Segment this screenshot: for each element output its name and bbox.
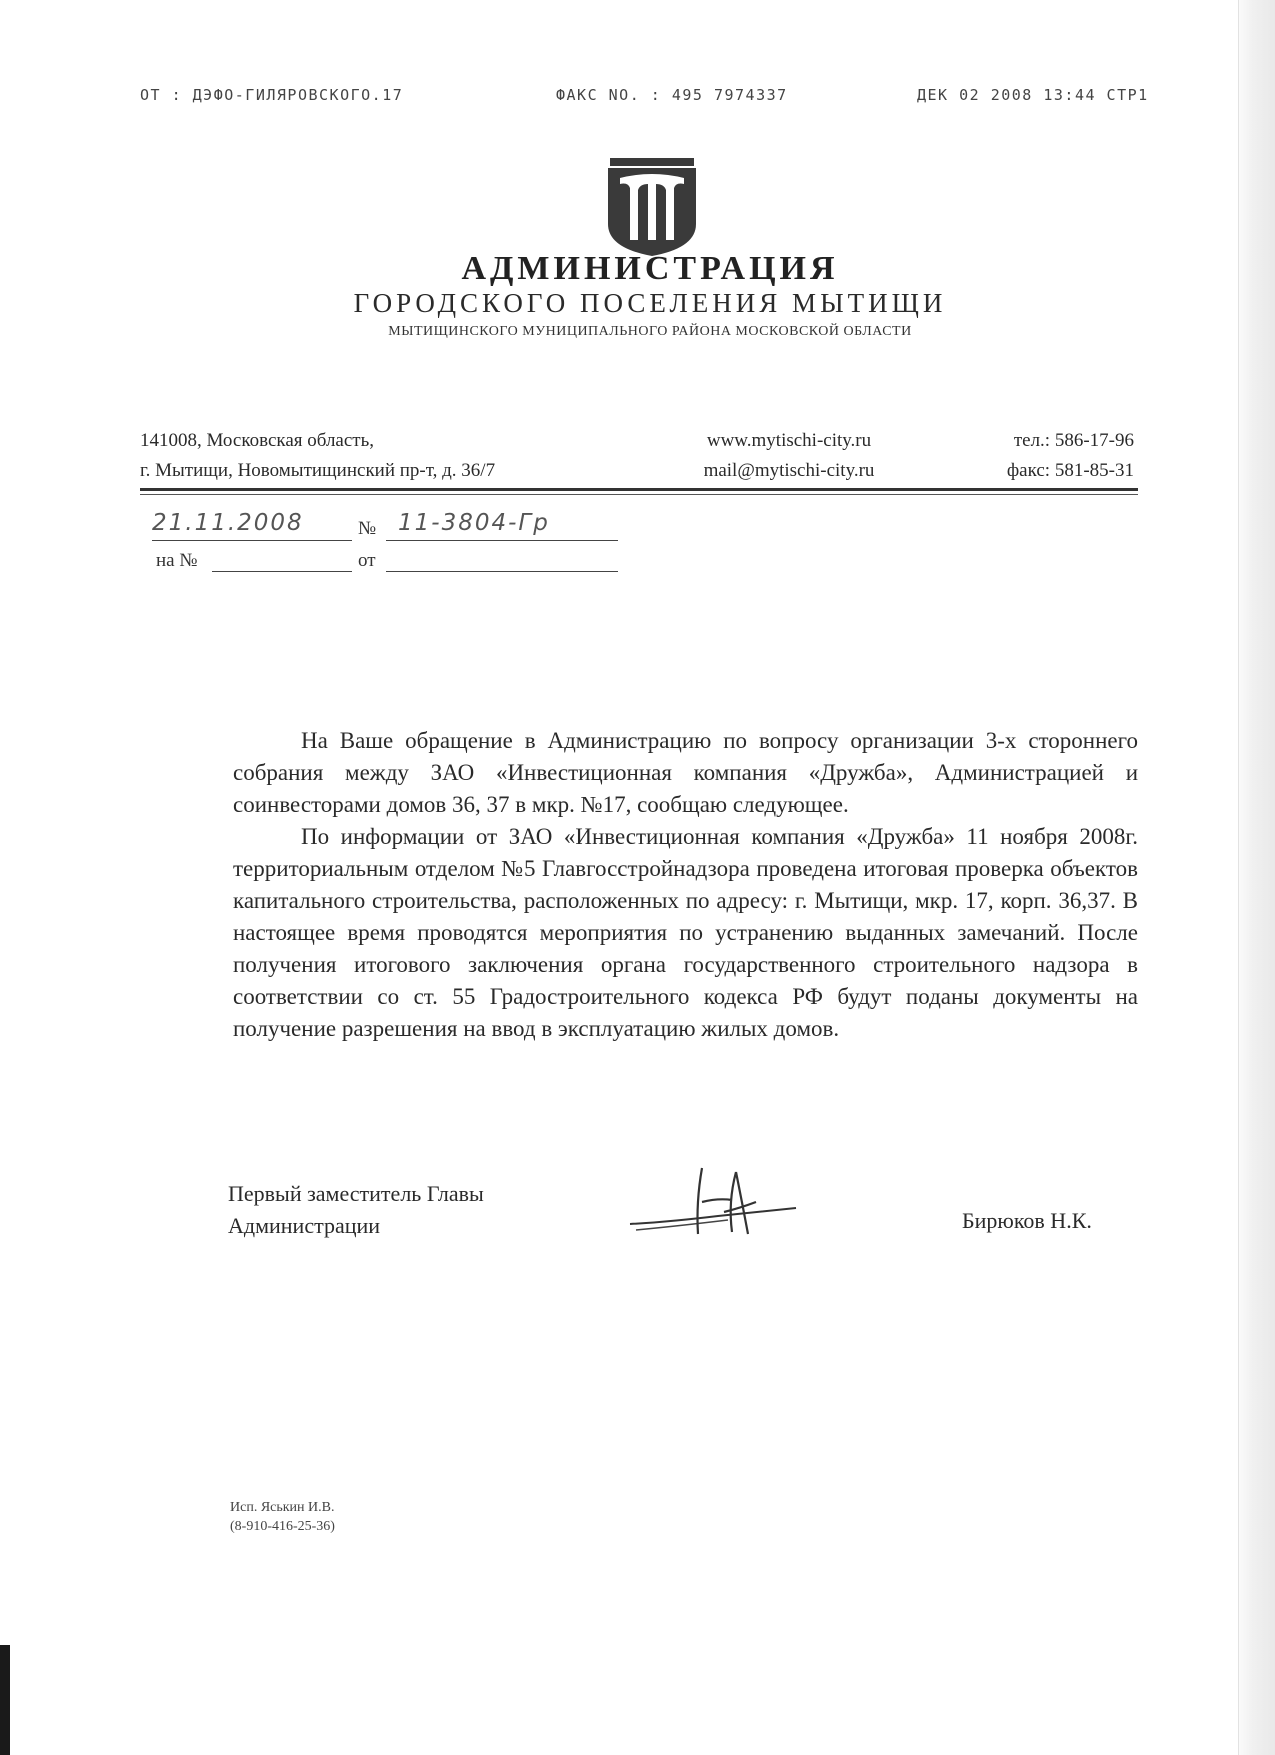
address-block <box>140 426 495 486</box>
fax-date-page: ДЕК 02 2008 13:44 СТР1 <box>917 86 1149 104</box>
handwritten-number: 11-3804-Гр <box>398 510 550 536</box>
scan-border-mark <box>0 1645 10 1755</box>
signatory-name: Бирюков Н.К. <box>962 1208 1092 1233</box>
ref-number-label: на № <box>156 550 198 571</box>
signatory-position <box>228 1178 484 1242</box>
position-line-2: Администрации <box>228 1213 381 1238</box>
fax-number-contact: факс: 581-85-31 <box>1006 460 1134 481</box>
body-paragraph-2: По информации от ЗАО «Инвестиционная компания «Дружба» 11 ноября 2008г. территориальным отделом №5 Главгосстройнадзора проведена итоговая проверка объектов капитального строительства, расположенных по адресу: г. Мытищи, мкр. 17, корп. 36,37. В настоящее время проводятся мероприятия по устранению выданных замечаний. После получения итогового заключения органа государственного строительного надзора в соответствии со ст. 55 Градостроительного кодекса РФ будут поданы документы на получение разрешения на ввод в эксплуатацию жилых домов. <box>233 824 1138 1041</box>
fax-from: ОТ : ДЭФО-ГИЛЯРОВСКОГО.17 <box>140 86 404 104</box>
number-underline <box>386 540 618 541</box>
letterhead-subtitle: ГОРОДСКОГО ПОСЕЛЕНИЯ МЫТИЩИ <box>353 288 947 318</box>
ref-number-underline <box>212 571 352 572</box>
position-line-1: Первый заместитель Главы <box>228 1181 484 1206</box>
address-line-2: г. Мытищи, Новомытищинский пр-т, д. 36/7 <box>140 460 496 481</box>
letterhead-rule-thick <box>140 488 1138 491</box>
executor-block <box>230 1498 335 1536</box>
ref-from-underline <box>386 571 618 572</box>
web-contacts <box>684 426 894 486</box>
number-label: № <box>358 518 377 539</box>
handwritten-signature <box>628 1162 798 1242</box>
executor-name: Исп. Яськин И.В. <box>230 1500 335 1515</box>
handwritten-date: 21.11.2008 <box>152 510 304 536</box>
fax-number: ФАКС NO. : 495 7974337 <box>556 86 788 104</box>
email-link[interactable]: mail@mytischi-city.ru <box>703 460 875 481</box>
letterhead-region: МЫТИЩИНСКОГО МУНИЦИПАЛЬНОГО РАЙОНА МОСКОВСКОЙ ОБЛАСТИ <box>388 324 912 339</box>
address-line-1: 141008, Московская область, <box>140 430 375 451</box>
ref-from-label: от <box>358 550 376 571</box>
letter-body <box>233 725 1138 1045</box>
coat-of-arms-emblem <box>606 154 698 258</box>
phone-block <box>962 426 1134 486</box>
phone-number: тел.: 586-17-96 <box>1013 430 1134 451</box>
letterhead-title: АДМИНИСТРАЦИЯ <box>461 250 839 287</box>
executor-phone: (8-910-416-25-36) <box>230 1519 335 1534</box>
body-paragraph-1: На Ваше обращение в Администрацию по вопросу организации 3-х стороннего собрания между ЗАО «Инвестиционная компания «Дружба», Администрацией и соинвесторами домов 36, 37 в мкр. №17, сообщаю следующее. <box>233 728 1138 817</box>
date-underline <box>152 540 352 541</box>
website-link[interactable]: www.mytischi-city.ru <box>706 430 872 451</box>
letterhead-rule-thin <box>140 494 1138 495</box>
